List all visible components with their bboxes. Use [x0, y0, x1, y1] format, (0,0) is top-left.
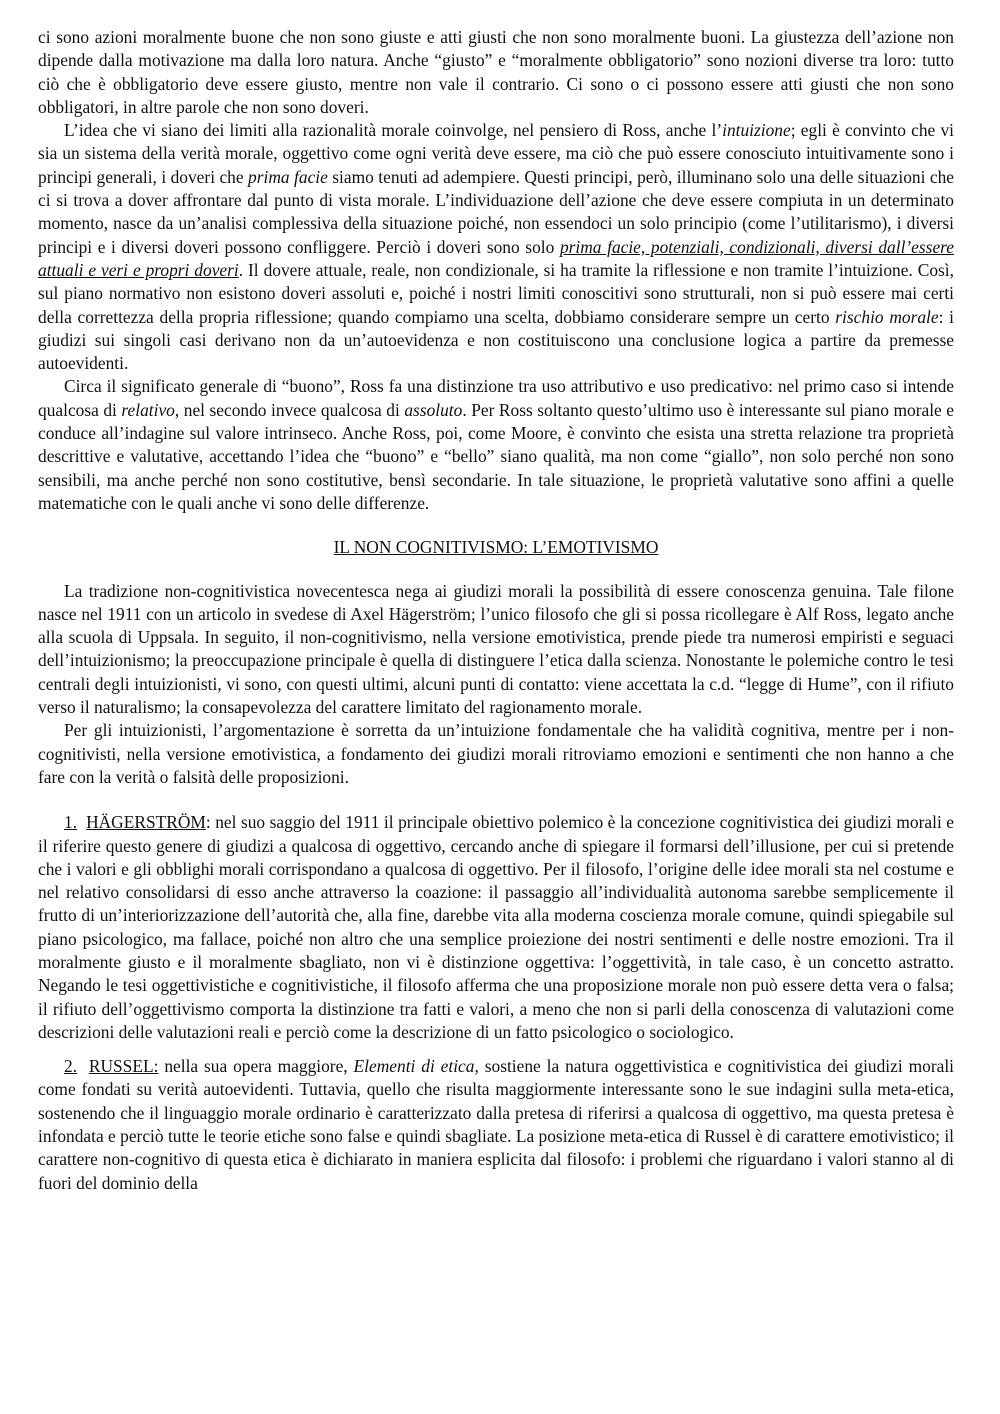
- paragraph-ross-justice: ci sono azioni moralmente buone che non sono giuste e atti giusti che non sono moralmente buoni. La giustezza dell’azione non dipende dalla motivazione ma dalla loro natura. Anche “giusto” e “moralmente obbligatorio” sono nozioni diverse tra loro: tutto ciò che è obbligatorio deve essere giusto, mentre non vale il contrario. Ci sono o ci possono essere atti giusti che non sono obbligatori, in altre parole che non sono doveri.: [38, 27, 954, 117]
- list-item-number: 2.: [64, 1056, 78, 1077]
- text-span: L’idea che vi siano dei limiti alla razionalità morale coinvolge, nel pensiero di Ross, anche l’: [64, 120, 723, 141]
- list-item-hagerstrom: [38, 811, 954, 1044]
- section-heading: IL NON COGNITIVISMO: L’EMOTIVISMO: [333, 537, 659, 558]
- italic-term: rischio morale: [835, 306, 939, 327]
- underlined-italic-phrase: prima facie, potenziali, condizionali, diversi dall’essere attuali e veri e propri doveri: [38, 236, 954, 280]
- list-item-name: RUSSEL:: [88, 1056, 159, 1077]
- paragraph-noncognitivism-intro: La tradizione non-cognitivistica novecentesca nega ai giudizi morali la possibilità di essere conoscenza genuina. Tale filone nasce nel 1911 con un articolo in svedese di Axel Hägerström; l’unico filosofo che gli si possa ricollegare è Alf Ross, legato anche alla scuola di Uppsala. In seguito, il non-cognitivismo, nella versione emotivistica, prende piede tra numerosi empiristi e seguaci dell’intuizionismo; la preoccupazione principale è quella di distinguere l’etica dalla scienza. Nonostante le polemiche contro le tesi centrali degli intuizionisti, vi sono, con questi ultimi, alcuni punti di contatto: viene accettata la c.d. “legge di Hume”, con il rifiuto verso il naturalismo; la consapevolezza del carattere limitato del ragionamento morale.: [38, 580, 954, 718]
- text-span: . Il dovere attuale, reale, non condizionale, si ha tramite la riflessione e non tramite l’intuizione. Così, sul piano normativo non esistono doveri assoluti e, poiché i nostri limiti conoscitivi sono strutturali, non si può essere mai certi della correttezza della propria riflessione; quando compiamo una scelta, dobbiamo considerare sempre un certo: [38, 259, 954, 327]
- paragraph-ross-good: [38, 375, 954, 515]
- text-span: , sostiene la natura oggettivistica e cognitivistica dei giudizi morali come fondati su verità autoevidenti. Tuttavia, quello che risulta maggiormente interessante sono le sue indagini sulla meta-etica, sostenendo che il linguaggio morale ordinario è caratterizzato dalla pretesa di riferirsi a qualcosa di oggettivo, ma questa pretesa è infondata e perciò tutte le teorie etiche sono false e quindi sbagliate. La posizione meta-etica di Russel è di carattere emotivistico; il carattere non-cognitivo di questa etica è dichiarato in maniera esplicita dal filosofo: i problemi che riguardano i valori stanno al di fuori del dominio della: [38, 1056, 954, 1193]
- paragraph-ross-intuition: [38, 119, 954, 375]
- text-span: : i giudizi sui singoli casi derivano non da un’autoevidenza e non costituiscono una conclusione logica a partire da premesse autoevidenti.: [38, 306, 954, 374]
- list-item-russel: [38, 1055, 954, 1195]
- text-span: Circa il significato generale di “buono”, Ross fa una distinzione tra uso attributivo e uso predicativo: nel primo caso si intende qualcosa di: [38, 376, 954, 420]
- list-item-name: HÄGERSTRÖM: [86, 812, 206, 833]
- text-span: , nel secondo invece qualcosa di: [174, 399, 405, 420]
- text-span: siamo tenuti ad adempiere. Questi principi, però, illuminano solo una delle situazioni che ci si trova a dover affrontare dal punto di vista morale. L’individuazione dell’azione che deve essere compiuta in un determinato momento, nasce da un’analisi complessiva della situazione poiché, non essendoci un solo principio (come l’utilitarismo), i diversi principi e i diversi doveri possono confliggere. Perciò i doveri sono solo: [38, 166, 954, 257]
- paragraph-intuitionists-vs-noncognitivists: Per gli intuizionisti, l’argomentazione è sorretta da un’intuizione fondamentale che ha validità cognitiva, mentre per i non-cognitivisti, nella versione emotivistica, a fondamento dei giudizi morali ritroviamo emozioni e sentimenti che non hanno a che fare con la verità o falsità delle proposizioni.: [38, 720, 954, 787]
- text-span: . Per Ross soltanto questo’ultimo uso è interessante sul piano morale e conduce all’indagine sul valore intrinseco. Anche Ross, poi, come Moore, è convinto che esista una stretta relazione tra proprietà descrittive e valutative, accettando l’idea che “buono” e “bello” siano qualità, ma non come “giallo”, non solo perché non sono sensibili, ma anche perché non sono costitutive, bensì secondarie. In tale situazione, le proprietà valutative sono affini a quelle matematiche con le quali anche vi sono delle differenze.: [38, 399, 954, 513]
- italic-term: relativo: [121, 399, 175, 420]
- italic-term: prima facie: [248, 166, 328, 187]
- italic-title: Elementi di etica: [353, 1056, 475, 1077]
- text-span: ; egli è convinto che vi sia un sistema della verità morale, oggettivo come ogni verità deve essere, ma ciò che può essere conosciuto intuitivamente sono i principi generali, i doveri che: [38, 120, 954, 187]
- italic-term: intuizione: [722, 120, 791, 141]
- text-span: nella sua opera maggiore,: [158, 1056, 354, 1077]
- list-item-number: 1.: [64, 812, 78, 833]
- italic-term: assoluto: [404, 399, 463, 420]
- text-span: : nel suo saggio del 1911 il principale obiettivo polemico è la concezione cognitivistica dei giudizi morali e il riferire questo genere di giudizi a qualcosa di oggettivo, cercando anche di spiegare il formarsi dell’illusione, per cui si pretende che i valori e gli obblighi morali corrispondano a qualcosa di oggettivo. Per il filosofo, l’origine delle idee morali sta nel costume e nel relativo consolidarsi di esso anche attraverso la coazione: il passaggio all’individualità autonoma sarebbe semplicemente il frutto di un’interiorizzazione dell’autorità che, alla fine, darebbe vita alla moderna coscienza morale comune, quindi spiegabile sul piano psicologico, ma fallace, poiché non altro che una semplice proiezione dei nostri sentimenti e delle nostre emozioni. Tra il moralmente giusto e il moralmente sbagliato, non vi è distinzione oggettiva: l’oggettività, in tale caso, è un concetto astratto. Negando le tesi oggettivistiche e cognitivistiche, il filosofo afferma che una proposizione morale non può essere detta vera o falsa; il rifiuto dell’oggettivismo comporta la distinzione tra fatti e valori, a meno che non si parli della conoscenza di valutazioni come descrizioni delle valutazioni reali e perciò come la descrizione di un fatto psicologico o sociologico.: [38, 812, 955, 1042]
